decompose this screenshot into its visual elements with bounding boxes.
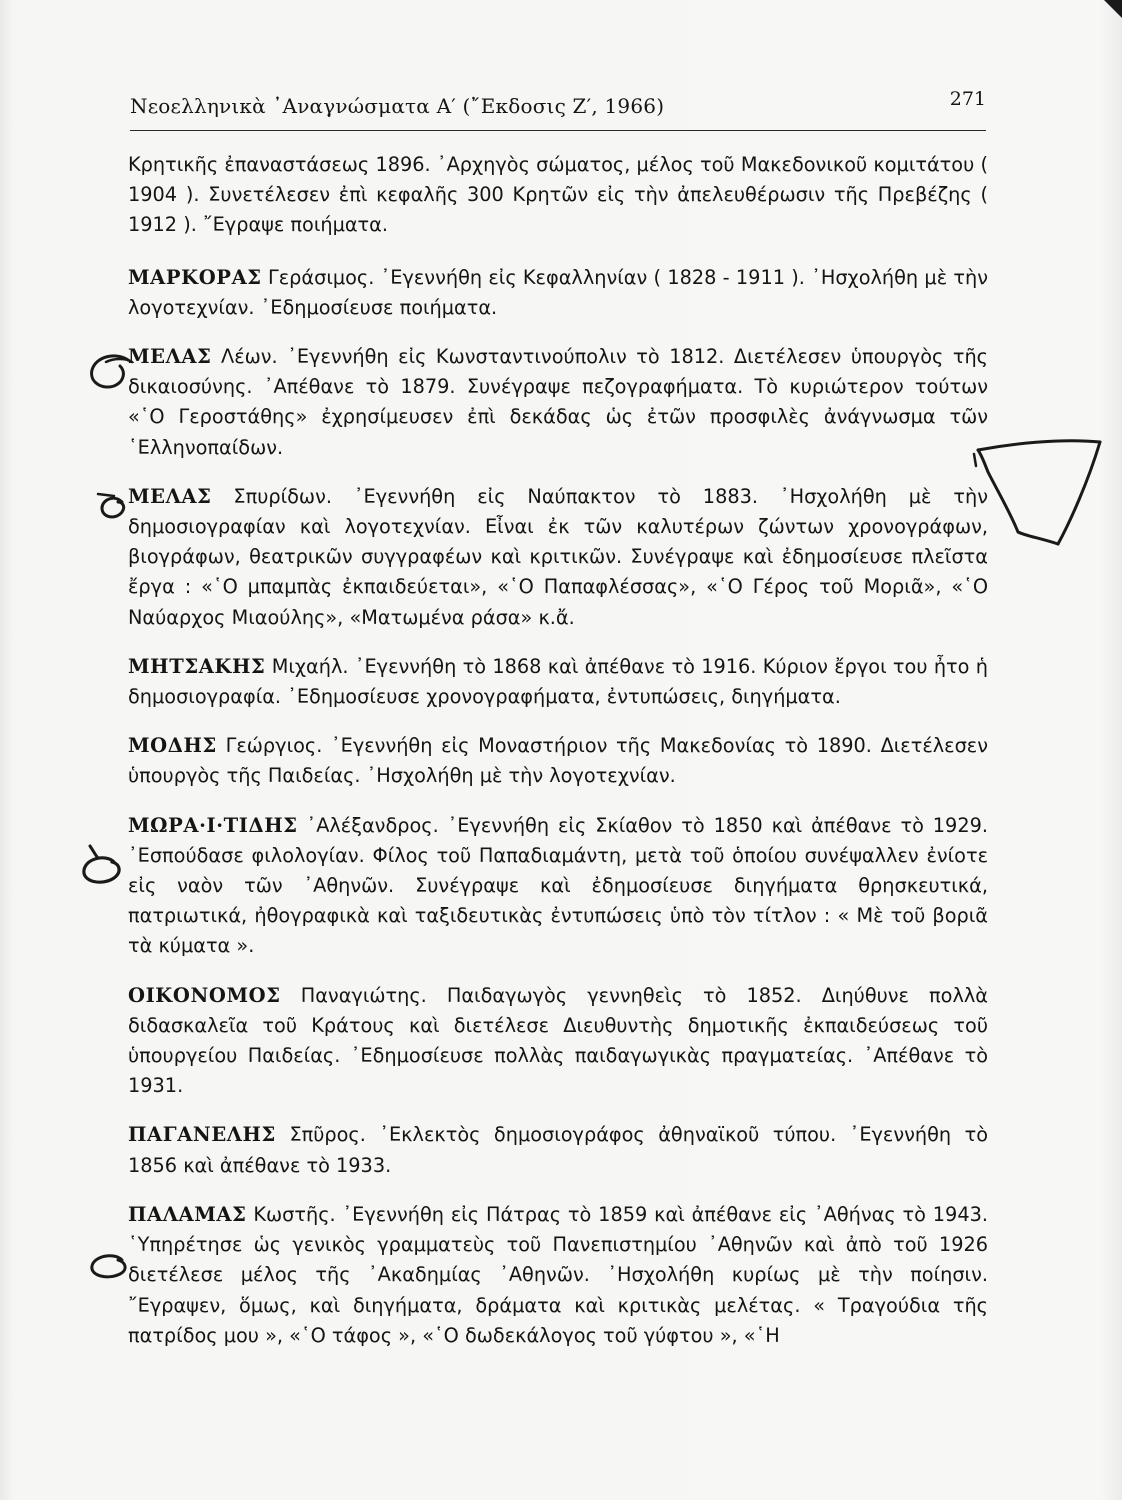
entry-markoras xyxy=(128,263,988,323)
entry-melas-leon xyxy=(128,342,988,463)
entry-name: ΜΟΔΗΣ xyxy=(128,734,217,758)
entry-modis xyxy=(128,731,988,791)
entry-moraitidis xyxy=(128,811,988,962)
entry-body: ᾿Αλέξανδρος. ᾿Εγεννήθη εἰς Σκίαθον τὸ 1850 καὶ ἀπέθανε τὸ 1929. ᾿Εσπούδασε φιλολογίαν. Φίλος τοῦ Παπαδιαμάντη, μετὰ τοῦ ὁποίου συνέψαλλεν ἐνίοτε εἰς ναὸν τῶν ᾿Αθηνῶν. Συνέγραψε καὶ ἐδημοσίευσε διηγήματα θρησκευτικά, πατριωτικά, ἠθογραφικὰ καὶ ταξιδευτικὰς ἐντυπώσεις ὑπὸ τὸν τίτλον : « Μὲ τοῦ βοριᾶ τὰ κύματα ». xyxy=(128,813,988,958)
entry-body: Σπῦρος. ᾿Εκλεκτὸς δημοσιογράφος ἀθηναϊκοῦ τύπου. ᾿Εγεννήθη τὸ 1856 καὶ ἀπέθανε τὸ 1933. xyxy=(128,1123,988,1177)
entry-body: Παναγιώτης. Παιδαγωγὸς γεννηθεὶς τὸ 1852. Διηύθυνε πολλὰ διδασκαλεῖα τοῦ Κράτους καὶ διετέλεσε Διευθυντὴς δημοτικῆς ἐκπαιδεύσεως τοῦ ὑπουργείου Παιδείας. ᾿Εδημοσίευσε πολλὰς παιδαγωγικὰς πραγματείας. ᾿Απέθανε τὸ 1931. xyxy=(128,983,988,1098)
pen-circle-mark xyxy=(92,488,132,524)
entry-paganelis xyxy=(128,1120,988,1180)
entry-body: Σπυρίδων. ᾿Εγεννήθη εἰς Ναύπακτον τὸ 1883. ᾿Ησχολήθη μὲ τὴν δημοσιογραφίαν καὶ λογοτεχνίαν. Εἶναι ἐκ τῶν καλυτέρων ζώντων χρονογράφων, βιογράφων, θεατρικῶν συγγραφέων καὶ κριτικῶν. Συνέγραψε καὶ ἐδημοσίευσε πλεῖστα ἔργα : «῾Ο μπαμπὰς ἐκπαιδεύεται», «῾Ο Παπαφλέσσας», «῾Ο Γέρος τοῦ Μοριᾶ», «῾Ο Ναύαρχος Μιαούλης», «Ματωμένα ράσα» κ.ἄ. xyxy=(128,484,988,629)
entry-name: ΠΑΓΑΝΕΛΗΣ xyxy=(128,1123,276,1147)
entry-body: Κρητικῆς ἐπαναστάσεως 1896. ᾿Αρχηγὸς σώματος, μέλος τοῦ Μακεδονικοῦ κομιτάτου ( 1904 ). Συνετέλεσεν ἐπὶ κεφαλῆς 300 Κρητῶν εἰς τὴν ἀπελευθέρωσιν τῆς Πρεβέζης ( 1912 ). ῎Εγραψε ποιήματα. xyxy=(128,153,988,237)
entry-palamas xyxy=(128,1200,988,1351)
entry-body: Λέων. ᾿Εγεννήθη εἰς Κωνσταντινούπολιν τὸ 1812. Διετέλεσεν ὑπουργὸς τῆς δικαιοσύνης. ᾿Απέθανε τὸ 1879. Συνέγραψε πεζογραφήματα. Τὸ κυριώτερον τούτων «῾Ο Γεροστάθης» ἐχρησίμευσεν ἐπὶ δεκάδας ὡς ἐτῶν προσφιλὲς ἀνάγνωσμα τῶν ῾Ελληνοπαίδων. xyxy=(128,345,988,459)
page-corner-shadow xyxy=(1104,0,1122,18)
entry-continuation xyxy=(128,150,988,241)
pen-circle-mark xyxy=(86,1248,132,1284)
entry-body: Μιχαήλ. ᾿Εγεννήθη τὸ 1868 καὶ ἀπέθανε τὸ 1916. Κύριον ἔργοι του ἦτο ἡ δημοσιογραφία. ᾿Εδημοσίευσε χρονογραφήματα, ἐντυπώσεις, διηγήματα. xyxy=(128,654,988,709)
entry-name: ΜΗΤΣΑΚΗΣ xyxy=(128,654,266,678)
running-title: Νεοελληνικὰ ᾿Αναγνώσματα Α′ (῎Εκδοσις Ζ′, 1966) xyxy=(130,94,665,118)
entry-name: ΜΩΡΑ·Ι·ΤΙΔΗΣ xyxy=(128,813,298,837)
entry-body: Κωστῆς. ᾿Εγεννήθη εἰς Πάτρας τὸ 1859 καὶ ἀπέθανε εἰς ᾿Αθήνας τὸ 1943. ῾Υπηρέτησε ὡς γενικὸς γραμματεὺς τοῦ Πανεπιστημίου ᾿Αθηνῶν καὶ ἀπὸ τοῦ 1926 διετέλεσε μέλος τῆς ᾿Ακαδημίας ᾿Αθηνῶν. ᾿Ησχολήθη κυρίως μὲ τὴν ποίησιν. ῎Εγραψεν, ὅμως, καὶ διηγήματα, δράματα καὶ κριτικὰς μελέτας. « Τραγούδια τῆς πατρίδος μου », «῾Ο τάφος », «῾Ο δωδεκάλογος τοῦ γύφτου », «῾Η xyxy=(128,1202,988,1347)
entry-name: ΜΑΡΚΟΡΑΣ xyxy=(128,265,262,289)
running-head xyxy=(130,88,986,131)
entry-name: ΟΙΚΟΝΟΜΟΣ xyxy=(128,983,281,1007)
entry-name: ΜΕΛΑΣ xyxy=(128,345,212,369)
pen-triangle-mark xyxy=(970,432,1106,556)
pen-circle-mark xyxy=(76,842,128,890)
entry-mitsakis xyxy=(128,652,988,712)
pen-circle-mark xyxy=(86,348,136,396)
entry-name: ΠΑΛΑΜΑΣ xyxy=(128,1202,247,1226)
page-number: 271 xyxy=(949,88,986,110)
entry-oikonomos xyxy=(128,981,988,1102)
entry-body: Γεράσιμος. ᾿Εγεννήθη εἰς Κεφαλληνίαν ( 1828 - 1911 ). ᾿Ησχολήθη μὲ τὴν λογοτεχνίαν. ᾿Εδημοσίευσε ποιήματα. xyxy=(128,265,988,319)
entry-name: ΜΕΛΑΣ xyxy=(128,484,212,508)
entry-melas-spyridon xyxy=(128,482,988,633)
entries-list xyxy=(128,150,988,1370)
entry-body: Γεώργιος. ᾿Εγεννήθη εἰς Μοναστήριον τῆς Μακεδονίας τὸ 1890. Διετέλεσεν ὑπουργὸς τῆς Παιδείας. ᾿Ησχολήθη μὲ τὴν λογοτεχνίαν. xyxy=(128,734,988,788)
